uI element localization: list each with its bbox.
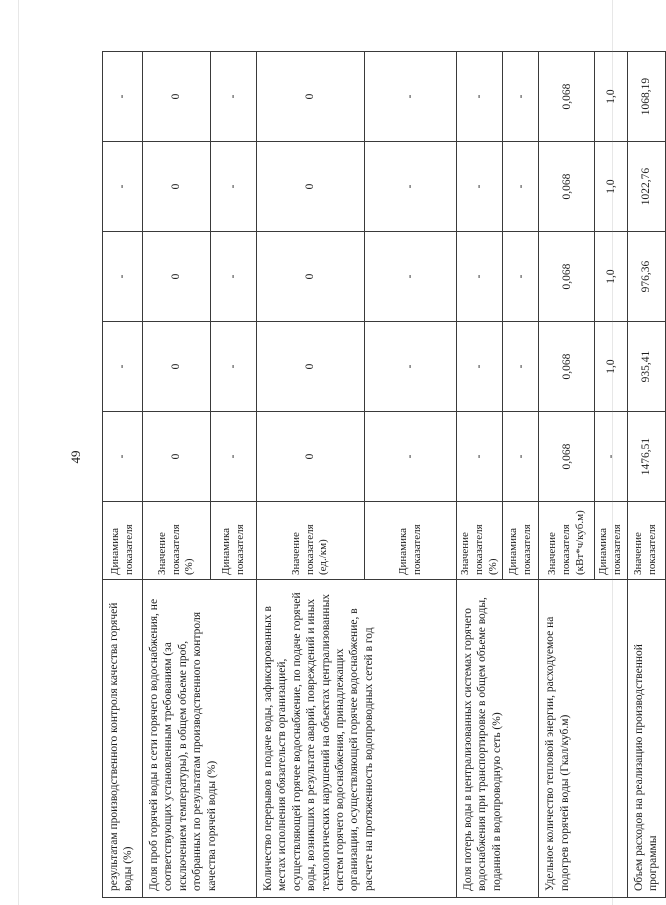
value-cell: 0 xyxy=(257,322,365,412)
value-cell: 935,41 xyxy=(627,322,665,412)
indicator-type-cell: Динамика показателя xyxy=(365,502,457,580)
indicator-name-cell: результатам производственного контроля качества горячей воды (%) xyxy=(103,580,143,898)
value-cell: - xyxy=(211,322,257,412)
value-cell: - xyxy=(365,232,457,322)
value-cell: 0 xyxy=(143,52,211,142)
value-cell: 0,068 xyxy=(539,52,595,142)
value-cell: - xyxy=(365,322,457,412)
value-cell: - xyxy=(211,232,257,322)
value-cell: - xyxy=(503,412,539,502)
table-rotation-frame xyxy=(102,52,660,898)
indicator-type-cell: Значение показателя (ед./км) xyxy=(257,502,365,580)
value-cell: 0,068 xyxy=(539,322,595,412)
indicator-type-cell: Значение показателя (%) xyxy=(143,502,211,580)
indicator-type-cell: Значение показателя (%) xyxy=(457,502,503,580)
value-cell: 0 xyxy=(257,232,365,322)
indicator-type-cell: Динамика показателя xyxy=(503,502,539,580)
indicator-name-cell: Доля проб горячей воды в сети горячего водоснабжения, не соответствующих установленным требованиям (за исключением температуры), в общем объеме проб, отобранных по результатам производственного контроля качества горячей воды (%) xyxy=(143,580,257,898)
table-body xyxy=(103,52,666,898)
value-cell: - xyxy=(503,322,539,412)
value-cell: - xyxy=(503,142,539,232)
value-cell: - xyxy=(457,322,503,412)
value-cell: 0,068 xyxy=(539,412,595,502)
value-cell: - xyxy=(103,142,143,232)
value-cell: - xyxy=(103,52,143,142)
indicator-name-cell: Количество перерывов в подаче воды, зафиксированных в местах исполнения обязательств организацией, осуществляющей горячее водоснабжение, по подаче горячей воды, возникших в результате аварий, повреждений и иных технологических нарушений на объектах централизованных систем горячего водоснабжения, принадлежащих организации, осуществляющей горячее водоснабжение, в расчете на протяженность водопроводных сетей в год xyxy=(257,580,457,898)
table-row xyxy=(539,52,595,898)
value-cell: - xyxy=(103,412,143,502)
value-cell: - xyxy=(503,232,539,322)
value-cell: 0 xyxy=(257,52,365,142)
table-row xyxy=(103,52,143,898)
table-row xyxy=(627,52,665,898)
value-cell: - xyxy=(211,412,257,502)
indicator-name-cell: Доля потерь воды в централизованных системах горячего водоснабжения при транспортировке в общем объеме воды, поданной в водопроводную сеть (%) xyxy=(457,580,539,898)
value-cell: 1,0 xyxy=(595,322,628,412)
scan-artifact-line xyxy=(18,0,19,905)
value-cell: 1476,51 xyxy=(627,412,665,502)
value-cell: - xyxy=(457,142,503,232)
value-cell: - xyxy=(365,142,457,232)
value-cell: 0 xyxy=(257,142,365,232)
page-number: 49 xyxy=(68,450,83,464)
indicators-table xyxy=(102,51,666,898)
value-cell: 0 xyxy=(143,322,211,412)
value-cell: - xyxy=(211,142,257,232)
rotated-table-wrapper xyxy=(102,52,660,898)
value-cell: - xyxy=(365,412,457,502)
value-cell: - xyxy=(103,322,143,412)
value-cell: - xyxy=(365,52,457,142)
value-cell: 0 xyxy=(257,412,365,502)
value-cell: 0,068 xyxy=(539,232,595,322)
value-cell: - xyxy=(457,232,503,322)
value-cell: 0,068 xyxy=(539,142,595,232)
value-cell: 0 xyxy=(143,232,211,322)
value-cell: - xyxy=(211,52,257,142)
value-cell: 1022,76 xyxy=(627,142,665,232)
value-cell: - xyxy=(457,52,503,142)
indicator-type-cell: Динамика показателя xyxy=(211,502,257,580)
table-row xyxy=(457,52,503,898)
indicator-type-cell: Значение показателя (кВт*ч/куб.м) xyxy=(539,502,595,580)
indicator-type-cell: Значение показателя xyxy=(627,502,665,580)
value-cell: 0 xyxy=(143,412,211,502)
indicator-type-cell: Динамика показателя xyxy=(103,502,143,580)
indicator-type-cell: Динамика показателя xyxy=(595,502,628,580)
value-cell: - xyxy=(595,412,628,502)
value-cell: - xyxy=(457,412,503,502)
value-cell: - xyxy=(103,232,143,322)
indicator-name-cell: Объем расходов на реализацию производственной программы xyxy=(627,580,665,898)
scan-artifact-line xyxy=(612,0,613,905)
value-cell: 1068,19 xyxy=(627,52,665,142)
value-cell: 1,0 xyxy=(595,52,628,142)
value-cell: 1,0 xyxy=(595,142,628,232)
indicator-name-cell: Удельное количество тепловой энергии, расходуемое на подогрев горячей воды (Гкал/куб.м) xyxy=(539,580,628,898)
value-cell: 0 xyxy=(143,142,211,232)
value-cell: 976,36 xyxy=(627,232,665,322)
table-row xyxy=(257,52,365,898)
value-cell: 1,0 xyxy=(595,232,628,322)
value-cell: - xyxy=(503,52,539,142)
table-row xyxy=(143,52,211,898)
